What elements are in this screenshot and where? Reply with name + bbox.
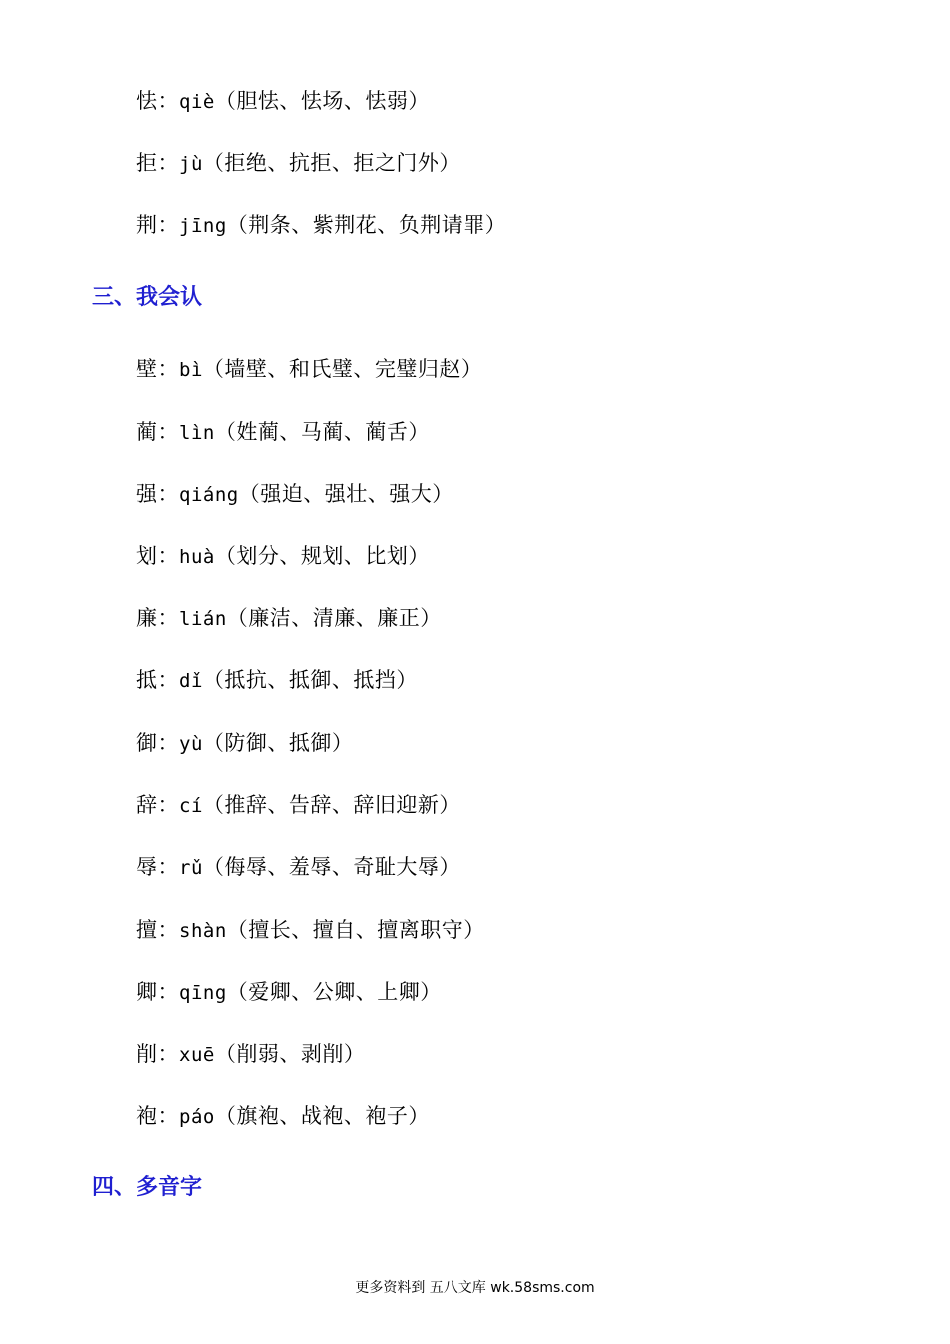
entry-words: （侮辱、羞辱、奇耻大辱）	[202, 855, 461, 879]
entry-pinyin: bì	[179, 359, 203, 381]
entry-pinyin: shàn	[179, 920, 227, 942]
entry-char: 袍	[136, 1104, 158, 1128]
vocab-entry	[136, 790, 461, 821]
entry-pinyin: huà	[179, 546, 215, 568]
vocab-entry	[136, 603, 442, 634]
entry-pinyin: xuē	[179, 1044, 215, 1066]
entry-pinyin: dǐ	[179, 670, 203, 692]
entry-colon: ：	[157, 357, 179, 381]
vocab-entry	[136, 148, 461, 179]
entry-char: 抵	[136, 668, 158, 692]
entry-char: 廉	[136, 606, 158, 630]
entry-colon: ：	[157, 855, 179, 879]
entry-words: （墙壁、和氏璧、完璧归赵）	[202, 357, 483, 381]
entry-char: 壁	[136, 357, 158, 381]
entry-pinyin: jù	[179, 153, 203, 175]
vocab-entry	[136, 86, 430, 117]
entry-words: （姓蔺、马蔺、蔺舌）	[214, 420, 430, 444]
vocab-entry	[136, 479, 454, 510]
entry-pinyin: lìn	[179, 422, 215, 444]
section-heading-polyphone: 四、多音字	[92, 1175, 203, 1200]
vocab-entry	[136, 1101, 430, 1132]
entry-char: 辞	[136, 793, 158, 817]
entry-pinyin: cí	[179, 795, 203, 817]
entry-char: 怯	[136, 89, 158, 113]
entry-char: 强	[136, 482, 158, 506]
vocab-entry	[136, 1039, 365, 1070]
entry-pinyin: jīng	[179, 215, 227, 237]
entry-char: 划	[136, 544, 158, 568]
section-heading-recognize: 三、我会认	[92, 285, 203, 310]
entry-colon: ：	[157, 1104, 179, 1128]
entry-words: （削弱、剥削）	[214, 1042, 366, 1066]
entry-words: （爱卿、公卿、上卿）	[226, 980, 442, 1004]
entry-colon: ：	[157, 89, 179, 113]
entry-pinyin: qiè	[179, 91, 215, 113]
entry-pinyin: lián	[179, 608, 227, 630]
entry-char: 荆	[136, 213, 158, 237]
entry-words: （荆条、紫荆花、负荆请罪）	[226, 213, 507, 237]
vocab-entry	[136, 728, 353, 759]
entry-pinyin: páo	[179, 1106, 215, 1128]
vocab-entry	[136, 665, 418, 696]
vocab-entry	[136, 417, 430, 448]
vocab-entry	[136, 354, 482, 385]
entry-colon: ：	[157, 213, 179, 237]
entry-colon: ：	[157, 151, 179, 175]
entry-char: 拒	[136, 151, 158, 175]
vocab-entry	[136, 210, 506, 241]
entry-colon: ：	[157, 420, 179, 444]
entry-words: （擅长、擅自、擅离职守）	[226, 918, 485, 942]
entry-pinyin: rǔ	[179, 857, 203, 879]
entry-pinyin: yù	[179, 733, 203, 755]
entry-char: 卿	[136, 980, 158, 1004]
vocab-entry	[136, 852, 461, 883]
entry-colon: ：	[157, 918, 179, 942]
entry-char: 蔺	[136, 420, 158, 444]
entry-words: （旗袍、战袍、袍子）	[214, 1104, 430, 1128]
entry-colon: ：	[157, 980, 179, 1004]
entry-char: 御	[136, 731, 158, 755]
entry-colon: ：	[157, 606, 179, 630]
entry-char: 辱	[136, 855, 158, 879]
entry-colon: ：	[157, 482, 179, 506]
entry-pinyin: qiáng	[179, 484, 239, 506]
entry-colon: ：	[157, 668, 179, 692]
entry-words: （廉洁、清廉、廉正）	[226, 606, 442, 630]
vocab-entry	[136, 915, 485, 946]
entry-char: 擅	[136, 918, 158, 942]
entry-words: （胆怯、怯场、怯弱）	[214, 89, 430, 113]
entry-colon: ：	[157, 731, 179, 755]
vocab-entry	[136, 977, 442, 1008]
entry-words: （防御、抵御）	[202, 731, 354, 755]
entry-colon: ：	[157, 1042, 179, 1066]
entry-words: （推辞、告辞、辞旧迎新）	[202, 793, 461, 817]
entry-colon: ：	[157, 544, 179, 568]
vocab-entry	[136, 541, 430, 572]
entry-words: （划分、规划、比划）	[214, 544, 430, 568]
entry-colon: ：	[157, 793, 179, 817]
entry-char: 削	[136, 1042, 158, 1066]
entry-words: （强迫、强壮、强大）	[238, 482, 454, 506]
entry-words: （抵抗、抵御、抵挡）	[202, 668, 418, 692]
page-footer: 更多资料到 五八文库 wk.58sms.com	[355, 1280, 595, 1296]
entry-words: （拒绝、抗拒、拒之门外）	[202, 151, 461, 175]
entry-pinyin: qīng	[179, 982, 227, 1004]
